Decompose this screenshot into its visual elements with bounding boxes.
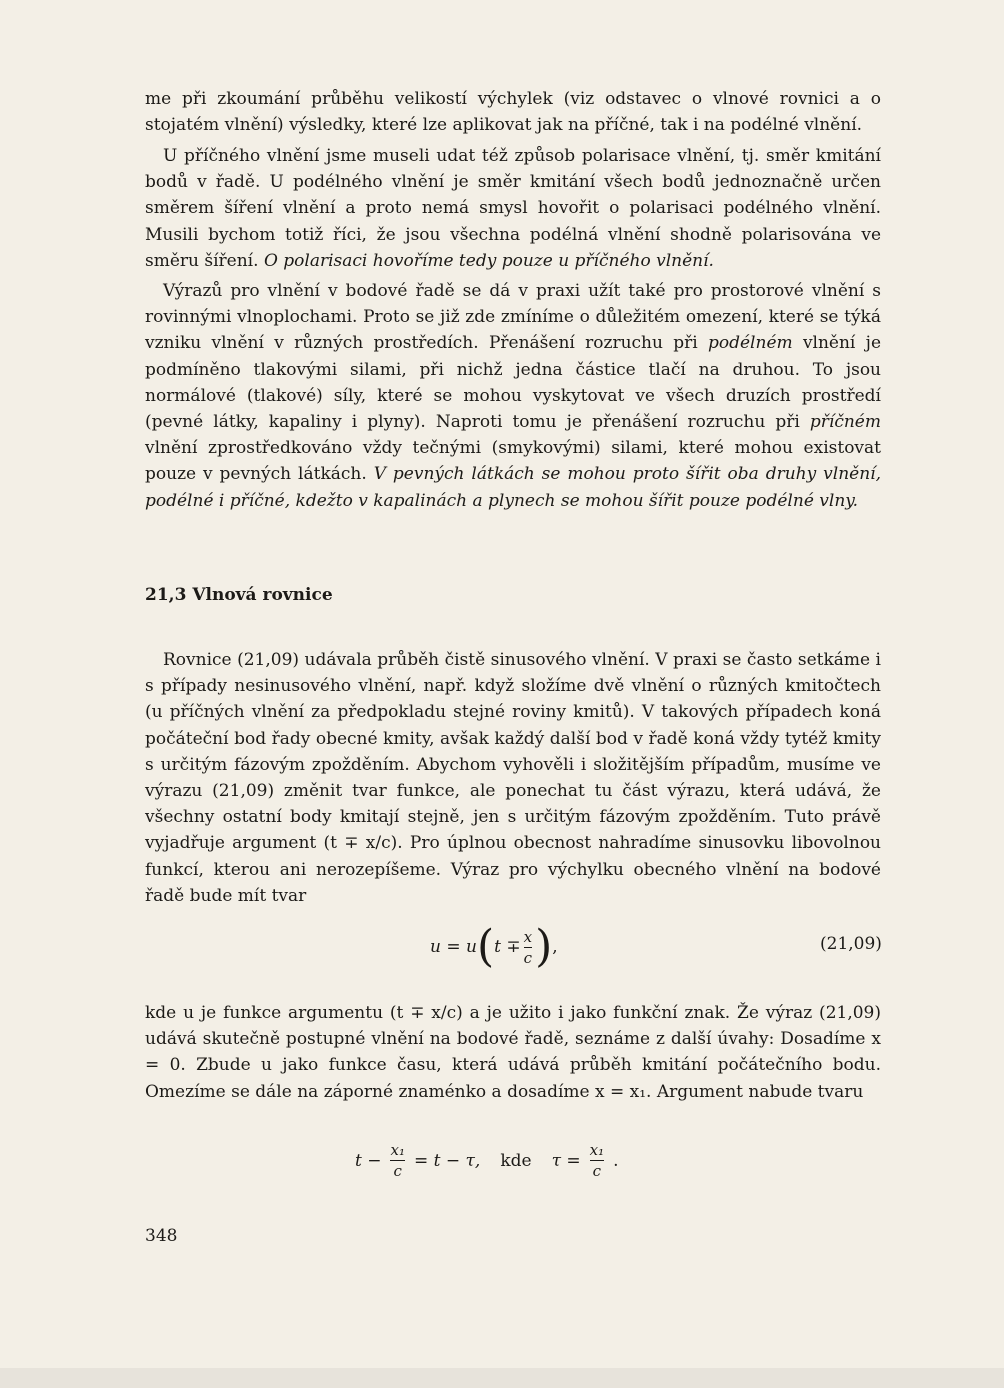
eq2-b: = t − τ, (413, 1150, 481, 1171)
numerator: x (523, 927, 533, 946)
equation-argument (355, 1140, 619, 1181)
eq2-end: . (613, 1150, 619, 1171)
italic-word: podélném (708, 333, 793, 354)
paragraph-wave-media (145, 278, 881, 514)
fraction-x1-over-c (390, 1140, 404, 1181)
fraction-x1-over-c-2 (590, 1140, 604, 1181)
equation-number: (21,09) (820, 934, 882, 954)
right-paren: ) (535, 921, 553, 972)
page-number: 348 (145, 1226, 178, 1246)
section-heading: 21,3 Vlnová rovnice (145, 585, 333, 605)
left-paren: ( (476, 921, 495, 972)
eq2-kde: kde (500, 1150, 532, 1171)
italic-statement: O polarisaci hovoříme tedy pouze u příčného vlnění. (263, 250, 714, 271)
numerator: x₁ (390, 1141, 405, 1159)
italic-conclusion: V pevných látkách se mohou proto šířit oba druhy vlnění, podélné i příčné, kdežto v kapalinách a plynech se mohou šířit pouze podélné vlny. (145, 464, 881, 511)
paragraph-wave-equation: Rovnice (21,09) udávala průběh čistě sinusového vlnění. V praxi se často setkáme i s případy nesinusového vlnění, např. když složíme dvě vlnění o různých kmitočtech (u příčných vlnění za předpokladu stejné roviny kmitů). V takových případech koná počáteční bod řady obecné kmity, avšak každý další bod v řadě koná vždy tytéž kmity s určitým fázovým zpožděním. Abychom vyhověli i složitějším případům, musíme ve výrazu (21,09) změnit tvar funkce, ale ponechat tu část výrazu, která udává, že všechny ostatní body kmitají stejně, jen s určitým fázovým zpožděním. Tuto právě vyjadřuje argument (t ∓ x/c). Pro úplnou obecnost nahradíme sinusovku libovolnou funkcí, kterou ani nerozepíšeme. Výraz pro výchylku obecného vlnění na bodové řadě bude mít tvar (145, 650, 881, 906)
eq-tail: , (552, 937, 558, 957)
paragraph-text: vlnění zprostředkováno vždy tečnými (smykovými) silami, které mohou existovat pouze v pevných látkách. (145, 438, 881, 485)
eq2-a: t − (355, 1150, 382, 1171)
paragraph-continuation: me při zkoumání průběhu velikostí výchylek (viz odstavec o vlnové rovnici a o stojatém vlnění) výsledky, které lze aplikovat jak na příčné, tak i na podélné vlnění. (145, 89, 881, 136)
fraction-x-over-c (524, 927, 532, 968)
eq-inner: t ∓ (494, 937, 521, 957)
paragraph-argument: kde u je funkce argumentu (t ∓ x/c) a je užito i jako funkční znak. Že výraz (21,09) udává skutečně postupné vlnění na bodové řadě, seznáme z další úvahy: Dosadíme x = 0. Zbude u jako funkce času, která udává průběh kmitání počátečního bodu. Omezíme se dále na záporné znaménko a dosadíme x = x₁. Argument nabude tvaru (145, 1003, 881, 1102)
paragraph-text: vlnění je podmíněno tlakovými silami, při nichž jedna částice tlačí na druhou. To jsou normálové (tlakové) síly, které se mohou vyskytovat ve všech druzích prostředí (pevné látky, kapaliny i plyny). Naproti tomu je přenášení rozruchu při (145, 333, 882, 433)
denominator: c (523, 948, 533, 967)
eq-lhs: u = u (430, 937, 477, 957)
paragraph-text: Výrazů pro vlnění v bodové řadě se dá v praxi užít také pro prostorové vlnění s rovinnými vlnoplochami. Proto se již zde zmíníme o důležitém omezení, které se týká vzniku vlnění v různých prostředích. Přenášení rozruchu při (145, 281, 881, 354)
paragraph-polarisation (145, 143, 881, 274)
scan-margin (0, 1368, 1004, 1388)
numerator: x₁ (589, 1141, 605, 1159)
italic-word: příčném (809, 412, 881, 433)
denominator: c (393, 1162, 402, 1180)
paragraph-text: U příčného vlnění jsme museli udat též způsob polarisace vlnění, tj. směr kmitání bodů v řadě. U podélného vlnění je směr kmitání všech bodů jednoznačně určen směrem šíření vlnění a proto nemá smysl hovořit o polarisaci podélného vlnění. Musili bychom totiž říci, že jsou všechna podélná vlnění shodně polarisována ve směru šíření. (145, 146, 881, 271)
denominator: c (592, 1162, 602, 1180)
eq2-c: τ = (551, 1150, 581, 1171)
equation-21-09 (430, 921, 558, 972)
